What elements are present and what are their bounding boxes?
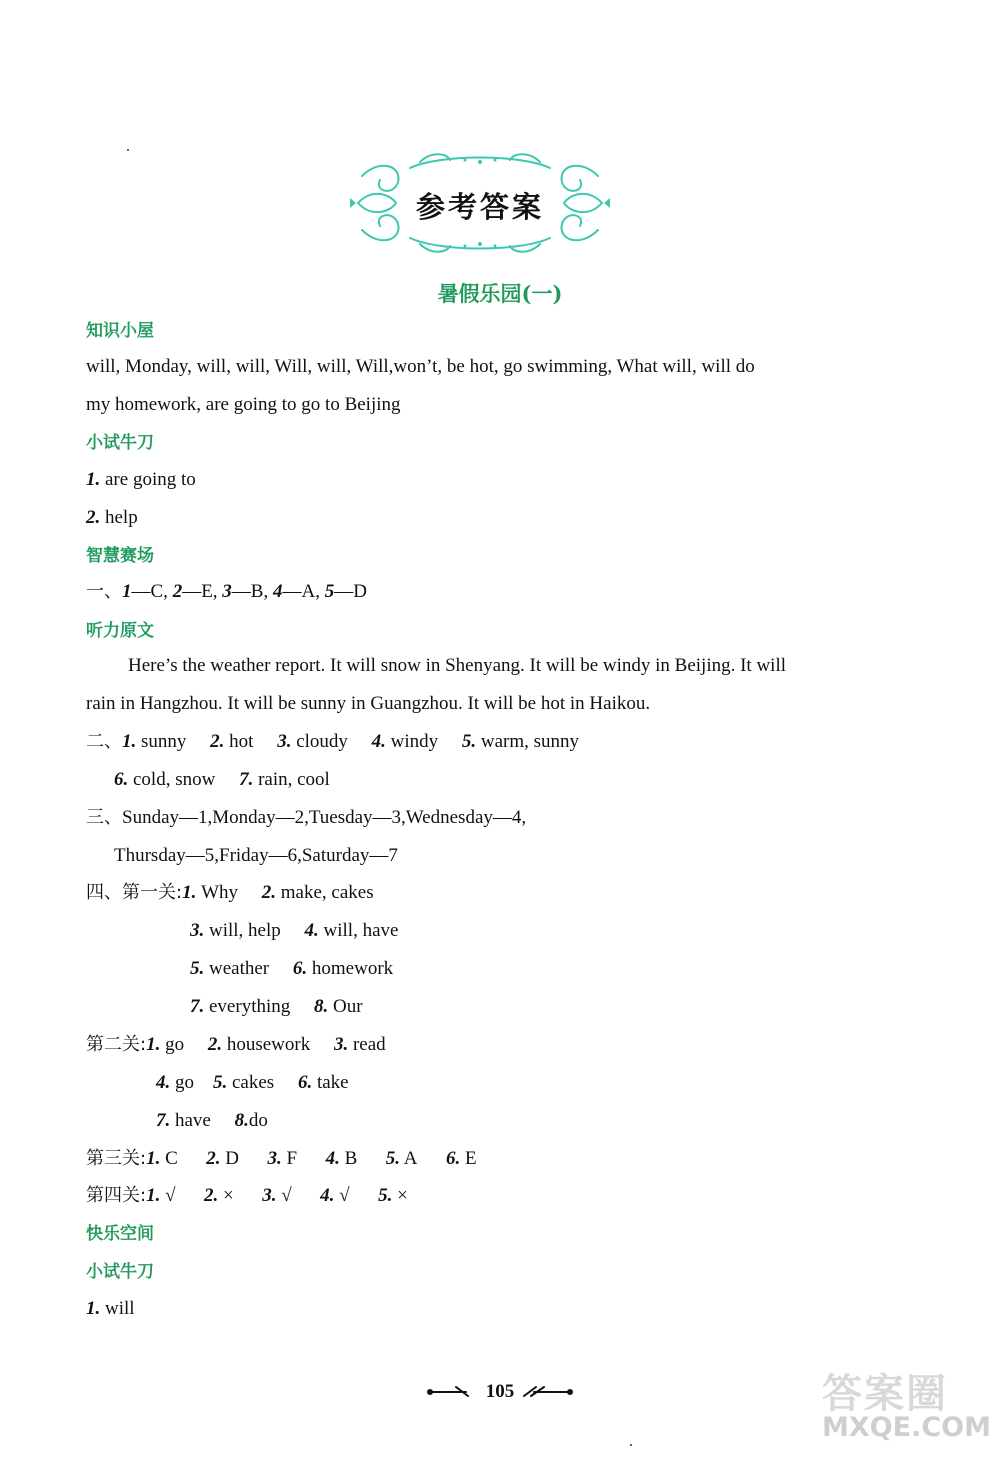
part2-row-1: 二、1. sunny 2. hot 3. cloudy 4. windy 5. warm, sunny <box>86 731 580 752</box>
part1-answers: 一、1—C, 2—E, 3—B, 4—A, 5—D <box>86 581 367 602</box>
part4-row-2: 3. will, help 4. will, have <box>190 920 399 941</box>
heading-tingli: 听力原文 <box>86 621 154 641</box>
watermark-url: MXQE.COM <box>822 1412 991 1443</box>
stray-dot <box>630 1444 632 1446</box>
stray-dot <box>127 149 129 151</box>
level2-row-1: 第二关:1. go 2. housework 3. read <box>86 1034 386 1055</box>
answer-number: 1. <box>86 469 101 490</box>
zhishi-line-2: my homework, are going to go to Beijing <box>86 394 401 415</box>
answer-number: 2. <box>86 507 101 528</box>
part4-row-1: 四、第一关:1. Why 2. make, cakes <box>86 882 374 903</box>
answer-text: are going to <box>105 469 196 490</box>
level4-row: 第四关:1. √ 2. × 3. √ 4. √ 5. × <box>86 1185 408 1206</box>
site-watermark <box>822 1362 992 1452</box>
answer-text: help <box>105 507 138 528</box>
part-label: 第三关: <box>86 1148 147 1169</box>
part2-row-2: 6. cold, snow 7. rain, cool <box>114 769 330 790</box>
tingli-line-2: rain in Hangzhou. It will be sunny in Guangzhou. It will be hot in Haikou. <box>86 693 651 714</box>
level2-row-3: 7. have 8.do <box>156 1110 268 1131</box>
heading-kuaile: 快乐空间 <box>86 1224 154 1244</box>
part-label: 一、 <box>86 581 122 602</box>
title-ornament-frame <box>350 148 610 258</box>
xiaoshi1-answer-1 <box>86 468 196 492</box>
part-label: 第四关: <box>86 1185 147 1206</box>
part-label: 第二关: <box>86 1034 147 1055</box>
xiaoshi2-answer-1 <box>86 1297 135 1321</box>
watermark-logo: 答案圈 <box>822 1371 948 1417</box>
answer-text: will <box>105 1298 135 1319</box>
answer-number: 1. <box>86 1298 101 1319</box>
level3-row: 第三关:1. C 2. D 3. F 4. B 5. A 6. E <box>86 1148 477 1169</box>
part4-row-3: 5. weather 6. homework <box>190 958 394 979</box>
level2-row-2: 4. go 5. cakes 6. take <box>156 1072 349 1093</box>
heading-xiaoshi-1: 小试牛刀 <box>86 433 154 453</box>
part4-row-4: 7. everything 8. Our <box>190 996 363 1017</box>
tingli-line-1: Here’s the weather report. It will snow in Shenyang. It will be windy in Beijing. It will <box>128 655 787 676</box>
heading-zhihui: 智慧赛场 <box>86 546 154 566</box>
xiaoshi1-answer-2 <box>86 506 138 530</box>
zhishi-line-1: will, Monday, will, will, Will, will, Will,won’t, be hot, go swimming, What will, will do <box>86 356 755 377</box>
part3-row-2: Thursday—5,Friday—6,Saturday—7 <box>114 845 398 866</box>
part-label: 四、第一关: <box>86 882 183 903</box>
part-label: 二、 <box>86 731 122 752</box>
page-number: 105 <box>485 1381 515 1402</box>
part-label: 三、 <box>86 807 122 828</box>
section-subtitle: 暑假乐园(一) <box>437 281 563 306</box>
heading-xiaoshi-2: 小试牛刀 <box>86 1262 154 1282</box>
heading-zhishi: 知识小屋 <box>86 321 154 341</box>
part3-row-1: 三、Sunday—1,Monday—2,Tuesday—3,Wednesday—4, <box>86 807 527 828</box>
page-title: 参考答案 <box>415 190 544 224</box>
